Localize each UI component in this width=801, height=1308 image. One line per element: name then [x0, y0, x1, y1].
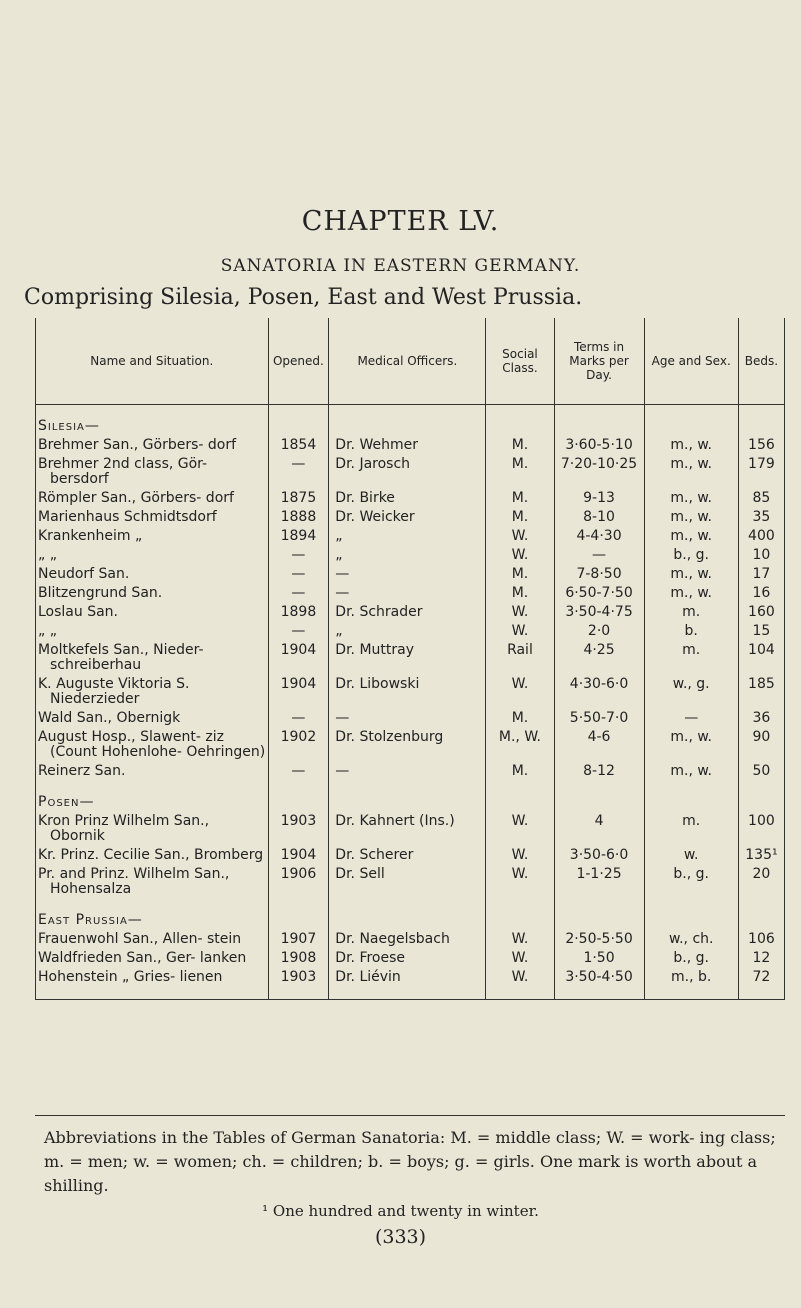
- table-cell: —: [329, 565, 486, 584]
- table-cell: 8-10: [554, 508, 644, 527]
- table-cell: 185: [738, 675, 784, 709]
- empty-cell: [329, 899, 486, 930]
- table-cell: —: [268, 584, 329, 603]
- table-cell: 4·25: [554, 641, 644, 675]
- table-row: [36, 641, 785, 675]
- section-row: [36, 781, 785, 812]
- table-cell: b., g.: [644, 546, 738, 565]
- empty-cell: [554, 781, 644, 812]
- empty-cell: [644, 405, 738, 437]
- table-cell: 7-8·50: [554, 565, 644, 584]
- table-cell: 1888: [268, 508, 329, 527]
- table-cell: 156: [738, 436, 784, 455]
- table-cell: 1902: [268, 728, 329, 762]
- table-cell: 1875: [268, 489, 329, 508]
- table-cell: K. Auguste Viktoria S. Niederzieder: [36, 675, 269, 709]
- table-row: [36, 565, 785, 584]
- table-cell: —: [268, 622, 329, 641]
- table-cell: m., w.: [644, 728, 738, 762]
- section-row: [36, 405, 785, 437]
- table-cell: 3·50-6·0: [554, 846, 644, 865]
- column-header: Terms in Marks per Day.: [554, 318, 644, 405]
- empty-cell: [329, 405, 486, 437]
- table-cell: 160: [738, 603, 784, 622]
- table-row: [36, 622, 785, 641]
- comprising-line: Comprising Silesia, Posen, East and West Prussia.: [24, 285, 583, 310]
- table-cell: m.: [644, 603, 738, 622]
- table-cell: b., g.: [644, 949, 738, 968]
- table-cell: 4-6: [554, 728, 644, 762]
- table-cell: —: [644, 709, 738, 728]
- table-cell: Frauenwohl San., Allen- stein: [36, 930, 269, 949]
- section-title: Posen—: [36, 781, 269, 812]
- table-cell: M.: [486, 436, 554, 455]
- column-header: Social Class.: [486, 318, 554, 405]
- table-row: [36, 949, 785, 968]
- table-cell: Dr. Birke: [329, 489, 486, 508]
- table-cell: „: [329, 527, 486, 546]
- table-row: [36, 527, 785, 546]
- table-cell: 106: [738, 930, 784, 949]
- table-cell: W.: [486, 949, 554, 968]
- footnote: ¹ One hundred and twenty in winter.: [262, 1202, 539, 1220]
- table-cell: 1904: [268, 641, 329, 675]
- table-row: [36, 728, 785, 762]
- table-cell: August Hosp., Slawent- ziz (Count Hohenlohe- Oehringen): [36, 728, 269, 762]
- table-cell: —: [268, 565, 329, 584]
- column-header: Opened.: [268, 318, 329, 405]
- table-cell: 1903: [268, 968, 329, 1000]
- table-cell: 3·50-4·75: [554, 603, 644, 622]
- table-cell: Loslau San.: [36, 603, 269, 622]
- empty-cell: [738, 899, 784, 930]
- table-cell: 4·30-6·0: [554, 675, 644, 709]
- table-cell: W.: [486, 622, 554, 641]
- table-cell: Dr. Stolzenburg: [329, 728, 486, 762]
- table-cell: Brehmer 2nd class, Gör- bersdorf: [36, 455, 269, 489]
- table-cell: —: [268, 455, 329, 489]
- table-cell: 135¹: [738, 846, 784, 865]
- table-cell: Waldfrieden San., Ger- lanken: [36, 949, 269, 968]
- section-title: Silesia—: [36, 405, 269, 437]
- abbreviations-note: Abbreviations in the Tables of German Sanatoria: M. = middle class; W. = work- ing class; m. = men; w. = women; ch. = children; b. = boys; g. = girls. One mark is worth about a shilling.: [44, 1128, 776, 1195]
- table-cell: 1907: [268, 930, 329, 949]
- table-cell: —: [268, 546, 329, 565]
- table-row: [36, 930, 785, 949]
- table-cell: —: [554, 546, 644, 565]
- table-cell: W.: [486, 846, 554, 865]
- table-cell: 2·50-5·50: [554, 930, 644, 949]
- table-cell: 1898: [268, 603, 329, 622]
- table-cell: 16: [738, 584, 784, 603]
- table-cell: 3·60-5·10: [554, 436, 644, 455]
- empty-cell: [554, 405, 644, 437]
- divider: [35, 1115, 785, 1116]
- section-title: East Prussia—: [36, 899, 269, 930]
- column-header: Name and Situation.: [36, 318, 269, 405]
- empty-cell: [486, 405, 554, 437]
- table-cell: 104: [738, 641, 784, 675]
- table-cell: Krankenheim „: [36, 527, 269, 546]
- table-cell: W.: [486, 968, 554, 1000]
- empty-cell: [329, 781, 486, 812]
- table-cell: Römpler San., Görbers- dorf: [36, 489, 269, 508]
- table-cell: w.: [644, 846, 738, 865]
- table-cell: m., w.: [644, 565, 738, 584]
- table-cell: W.: [486, 930, 554, 949]
- table-cell: W.: [486, 527, 554, 546]
- table-cell: 1904: [268, 675, 329, 709]
- table-cell: 1904: [268, 846, 329, 865]
- empty-cell: [486, 781, 554, 812]
- empty-cell: [738, 405, 784, 437]
- table-header-row: [36, 318, 785, 405]
- empty-cell: [738, 781, 784, 812]
- table-cell: „ „: [36, 546, 269, 565]
- table-cell: Dr. Muttray: [329, 641, 486, 675]
- table-cell: Dr. Sell: [329, 865, 486, 899]
- table-cell: m., w.: [644, 455, 738, 489]
- table-cell: —: [329, 584, 486, 603]
- table-cell: m.: [644, 641, 738, 675]
- table-cell: Marienhaus Schmidtsdorf: [36, 508, 269, 527]
- table-cell: 1894: [268, 527, 329, 546]
- table-cell: W.: [486, 546, 554, 565]
- table-cell: Dr. Froese: [329, 949, 486, 968]
- table-cell: W.: [486, 865, 554, 899]
- table-cell: 100: [738, 812, 784, 846]
- table-row: [36, 489, 785, 508]
- table-cell: Moltkefels San., Nieder- schreiberhau: [36, 641, 269, 675]
- table-cell: m., w.: [644, 762, 738, 781]
- table-row: [36, 762, 785, 781]
- table-cell: Brehmer San., Görbers- dorf: [36, 436, 269, 455]
- table-cell: 4-4·30: [554, 527, 644, 546]
- table-cell: 15: [738, 622, 784, 641]
- table-cell: 20: [738, 865, 784, 899]
- table-cell: „: [329, 622, 486, 641]
- table-cell: „: [329, 546, 486, 565]
- empty-cell: [644, 781, 738, 812]
- table-cell: 179: [738, 455, 784, 489]
- table-cell: Dr. Naegelsbach: [329, 930, 486, 949]
- table-cell: m., w.: [644, 527, 738, 546]
- column-header: Medical Officers.: [329, 318, 486, 405]
- table-cell: 1908: [268, 949, 329, 968]
- table-cell: 1854: [268, 436, 329, 455]
- table-cell: M.: [486, 709, 554, 728]
- table-cell: Dr. Libowski: [329, 675, 486, 709]
- table-cell: 10: [738, 546, 784, 565]
- sanatoria-table: [35, 318, 785, 1000]
- table-cell: M.: [486, 762, 554, 781]
- table-cell: —: [329, 709, 486, 728]
- table-cell: 400: [738, 527, 784, 546]
- table-cell: b.: [644, 622, 738, 641]
- table-row: [36, 846, 785, 865]
- table-cell: Wald San., Obernigk: [36, 709, 269, 728]
- table-cell: M.: [486, 565, 554, 584]
- table-cell: 8-12: [554, 762, 644, 781]
- empty-cell: [486, 899, 554, 930]
- table-row: [36, 584, 785, 603]
- table-cell: M.: [486, 508, 554, 527]
- table-cell: 3·50-4·50: [554, 968, 644, 1000]
- table-row: [36, 546, 785, 565]
- column-header: Beds.: [738, 318, 784, 405]
- table-cell: M.: [486, 584, 554, 603]
- table-cell: Pr. and Prinz. Wilhelm San., Hohensalza: [36, 865, 269, 899]
- empty-cell: [268, 899, 329, 930]
- table-cell: m., w.: [644, 489, 738, 508]
- table-row: [36, 436, 785, 455]
- table-cell: m., b.: [644, 968, 738, 1000]
- table-cell: W.: [486, 812, 554, 846]
- table-cell: 1·50: [554, 949, 644, 968]
- table-cell: W.: [486, 603, 554, 622]
- table-cell: Kron Prinz Wilhelm San., Obornik: [36, 812, 269, 846]
- table-cell: m., w.: [644, 584, 738, 603]
- empty-cell: [268, 781, 329, 812]
- table-cell: M., W.: [486, 728, 554, 762]
- table-cell: Dr. Wehmer: [329, 436, 486, 455]
- chapter-heading: CHAPTER LV.: [301, 206, 500, 237]
- table-row: [36, 675, 785, 709]
- empty-cell: [554, 899, 644, 930]
- table-cell: 17: [738, 565, 784, 584]
- table-row: [36, 709, 785, 728]
- table-cell: 36: [738, 709, 784, 728]
- table-cell: 1903: [268, 812, 329, 846]
- table-cell: Kr. Prinz. Cecilie San., Bromberg: [36, 846, 269, 865]
- table-cell: Reinerz San.: [36, 762, 269, 781]
- table-cell: 72: [738, 968, 784, 1000]
- page-number: (333): [374, 1226, 427, 1248]
- table-cell: M.: [486, 455, 554, 489]
- table-cell: Dr. Schrader: [329, 603, 486, 622]
- table-cell: 1-1·25: [554, 865, 644, 899]
- table-cell: „ „: [36, 622, 269, 641]
- table-cell: —: [268, 709, 329, 728]
- table-cell: w., g.: [644, 675, 738, 709]
- table-cell: Dr. Scherer: [329, 846, 486, 865]
- column-header: Age and Sex.: [644, 318, 738, 405]
- table-row: [36, 968, 785, 1000]
- table-cell: m., w.: [644, 436, 738, 455]
- table-cell: Dr. Liévin: [329, 968, 486, 1000]
- table-cell: w., ch.: [644, 930, 738, 949]
- table-cell: —: [329, 762, 486, 781]
- table-cell: W.: [486, 675, 554, 709]
- table-cell: 1906: [268, 865, 329, 899]
- table-cell: 4: [554, 812, 644, 846]
- table-cell: 9-13: [554, 489, 644, 508]
- table-cell: M.: [486, 489, 554, 508]
- table-cell: 35: [738, 508, 784, 527]
- table-cell: m.: [644, 812, 738, 846]
- table-cell: 85: [738, 489, 784, 508]
- table-cell: —: [268, 762, 329, 781]
- table-cell: Dr. Kahnert (Ins.): [329, 812, 486, 846]
- table-cell: Neudorf San.: [36, 565, 269, 584]
- table-cell: 5·50-7·0: [554, 709, 644, 728]
- table-row: [36, 812, 785, 846]
- table-cell: Blitzengrund San.: [36, 584, 269, 603]
- table-cell: m., w.: [644, 508, 738, 527]
- table-row: [36, 865, 785, 899]
- table-cell: 90: [738, 728, 784, 762]
- table-cell: 12: [738, 949, 784, 968]
- table-row: [36, 455, 785, 489]
- table-cell: 50: [738, 762, 784, 781]
- table-cell: 2·0: [554, 622, 644, 641]
- table-cell: Rail: [486, 641, 554, 675]
- empty-cell: [644, 899, 738, 930]
- table-body: [36, 405, 785, 1000]
- table-cell: 7·20-10·25: [554, 455, 644, 489]
- table-cell: Dr. Weicker: [329, 508, 486, 527]
- table-cell: b., g.: [644, 865, 738, 899]
- table-cell: 6·50-7·50: [554, 584, 644, 603]
- table-cell: Hohenstein „ Gries- lienen: [36, 968, 269, 1000]
- table-row: [36, 508, 785, 527]
- table-row: [36, 603, 785, 622]
- empty-cell: [268, 405, 329, 437]
- table-cell: Dr. Jarosch: [329, 455, 486, 489]
- chapter-subtitle: SANATORIA IN EASTERN GERMANY.: [220, 256, 581, 276]
- section-row: [36, 899, 785, 930]
